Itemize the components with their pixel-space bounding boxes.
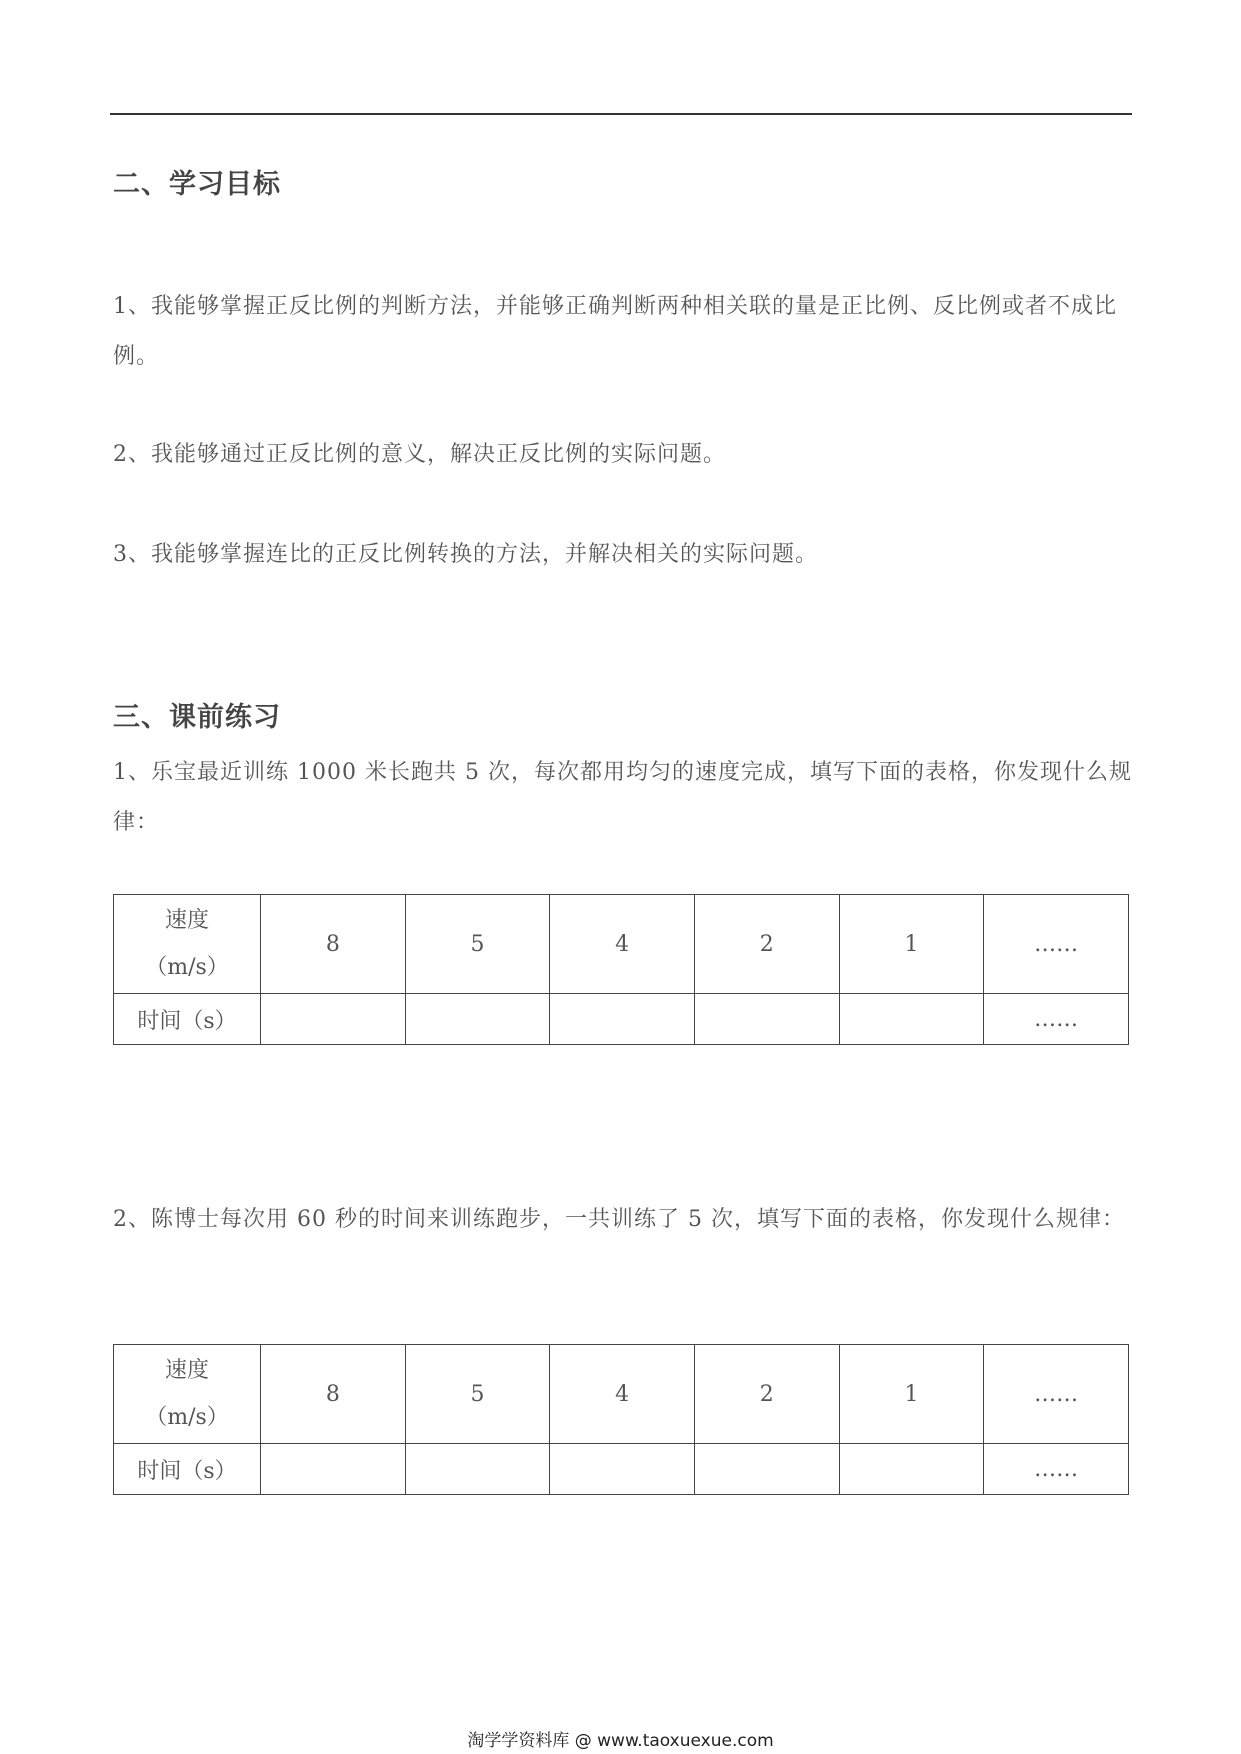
time-blank-cell[interactable] bbox=[839, 994, 984, 1045]
goal-item-3: 3、我能够掌握连比的正反比例转换的方法，并解决相关的实际问题。 bbox=[113, 542, 818, 567]
time-blank-cell[interactable] bbox=[550, 994, 695, 1045]
speed-ellipsis-cell: …… bbox=[984, 1345, 1129, 1444]
speed-label: 速度 bbox=[164, 908, 209, 933]
time-blank-cell[interactable] bbox=[261, 994, 406, 1045]
time-ellipsis-cell: …… bbox=[984, 1444, 1129, 1495]
speed-value-cell: 2 bbox=[694, 895, 839, 994]
speed-value-cell: 5 bbox=[405, 1345, 550, 1444]
goal-item-1: 1、我能够掌握正反比例的判断方法，并能够正确判断两种相关联的量是正比例、反比例或者不成比例。 bbox=[113, 294, 1118, 369]
speed-ellipsis-cell: …… bbox=[984, 895, 1129, 994]
speed-unit: （m/s） bbox=[145, 955, 229, 980]
speed-unit: （m/s） bbox=[145, 1405, 229, 1430]
speed-header-cell bbox=[114, 895, 261, 994]
time-blank-cell[interactable] bbox=[405, 994, 550, 1045]
footer-watermark: 淘学学资料库 @ www.taoxuexue.com bbox=[467, 1731, 774, 1751]
speed-value-cell: 1 bbox=[839, 1345, 984, 1444]
table-row-speed bbox=[114, 1345, 1129, 1444]
time-blank-cell[interactable] bbox=[694, 1444, 839, 1495]
problem-2-text: 2、陈博士每次用 60 秒的时间来训练跑步，一共训练了 5 次，填写下面的表格，你发现什么规律： bbox=[113, 1207, 1125, 1232]
table-row-time bbox=[114, 1444, 1129, 1495]
problem-1-table bbox=[113, 894, 1129, 1045]
time-blank-cell[interactable] bbox=[839, 1444, 984, 1495]
time-ellipsis-cell: …… bbox=[984, 994, 1129, 1045]
time-blank-cell[interactable] bbox=[694, 994, 839, 1045]
section-title-practice: 三、课前练习 bbox=[113, 702, 281, 733]
speed-value-cell: 1 bbox=[839, 895, 984, 994]
time-blank-cell[interactable] bbox=[405, 1444, 550, 1495]
goal-item-2: 2、我能够通过正反比例的意义，解决正反比例的实际问题。 bbox=[113, 442, 726, 467]
speed-header-cell bbox=[114, 1345, 261, 1444]
speed-value-cell: 2 bbox=[694, 1345, 839, 1444]
speed-value-cell: 4 bbox=[550, 895, 695, 994]
time-blank-cell[interactable] bbox=[550, 1444, 695, 1495]
problem-2-table bbox=[113, 1344, 1129, 1495]
time-header-cell: 时间（s） bbox=[114, 994, 261, 1045]
header-rule bbox=[110, 113, 1132, 115]
section-title-goals: 二、学习目标 bbox=[113, 169, 281, 200]
time-header-cell: 时间（s） bbox=[114, 1444, 261, 1495]
speed-label: 速度 bbox=[164, 1358, 209, 1383]
speed-value-cell: 8 bbox=[261, 1345, 406, 1444]
time-blank-cell[interactable] bbox=[261, 1444, 406, 1495]
table-row-time bbox=[114, 994, 1129, 1045]
speed-value-cell: 4 bbox=[550, 1345, 695, 1444]
table-row-speed bbox=[114, 895, 1129, 994]
speed-value-cell: 5 bbox=[405, 895, 550, 994]
speed-value-cell: 8 bbox=[261, 895, 406, 994]
problem-1-text: 1、乐宝最近训练 1000 米长跑共 5 次，每次都用均匀的速度完成，填写下面的表格，你发现什么规律： bbox=[113, 760, 1132, 835]
